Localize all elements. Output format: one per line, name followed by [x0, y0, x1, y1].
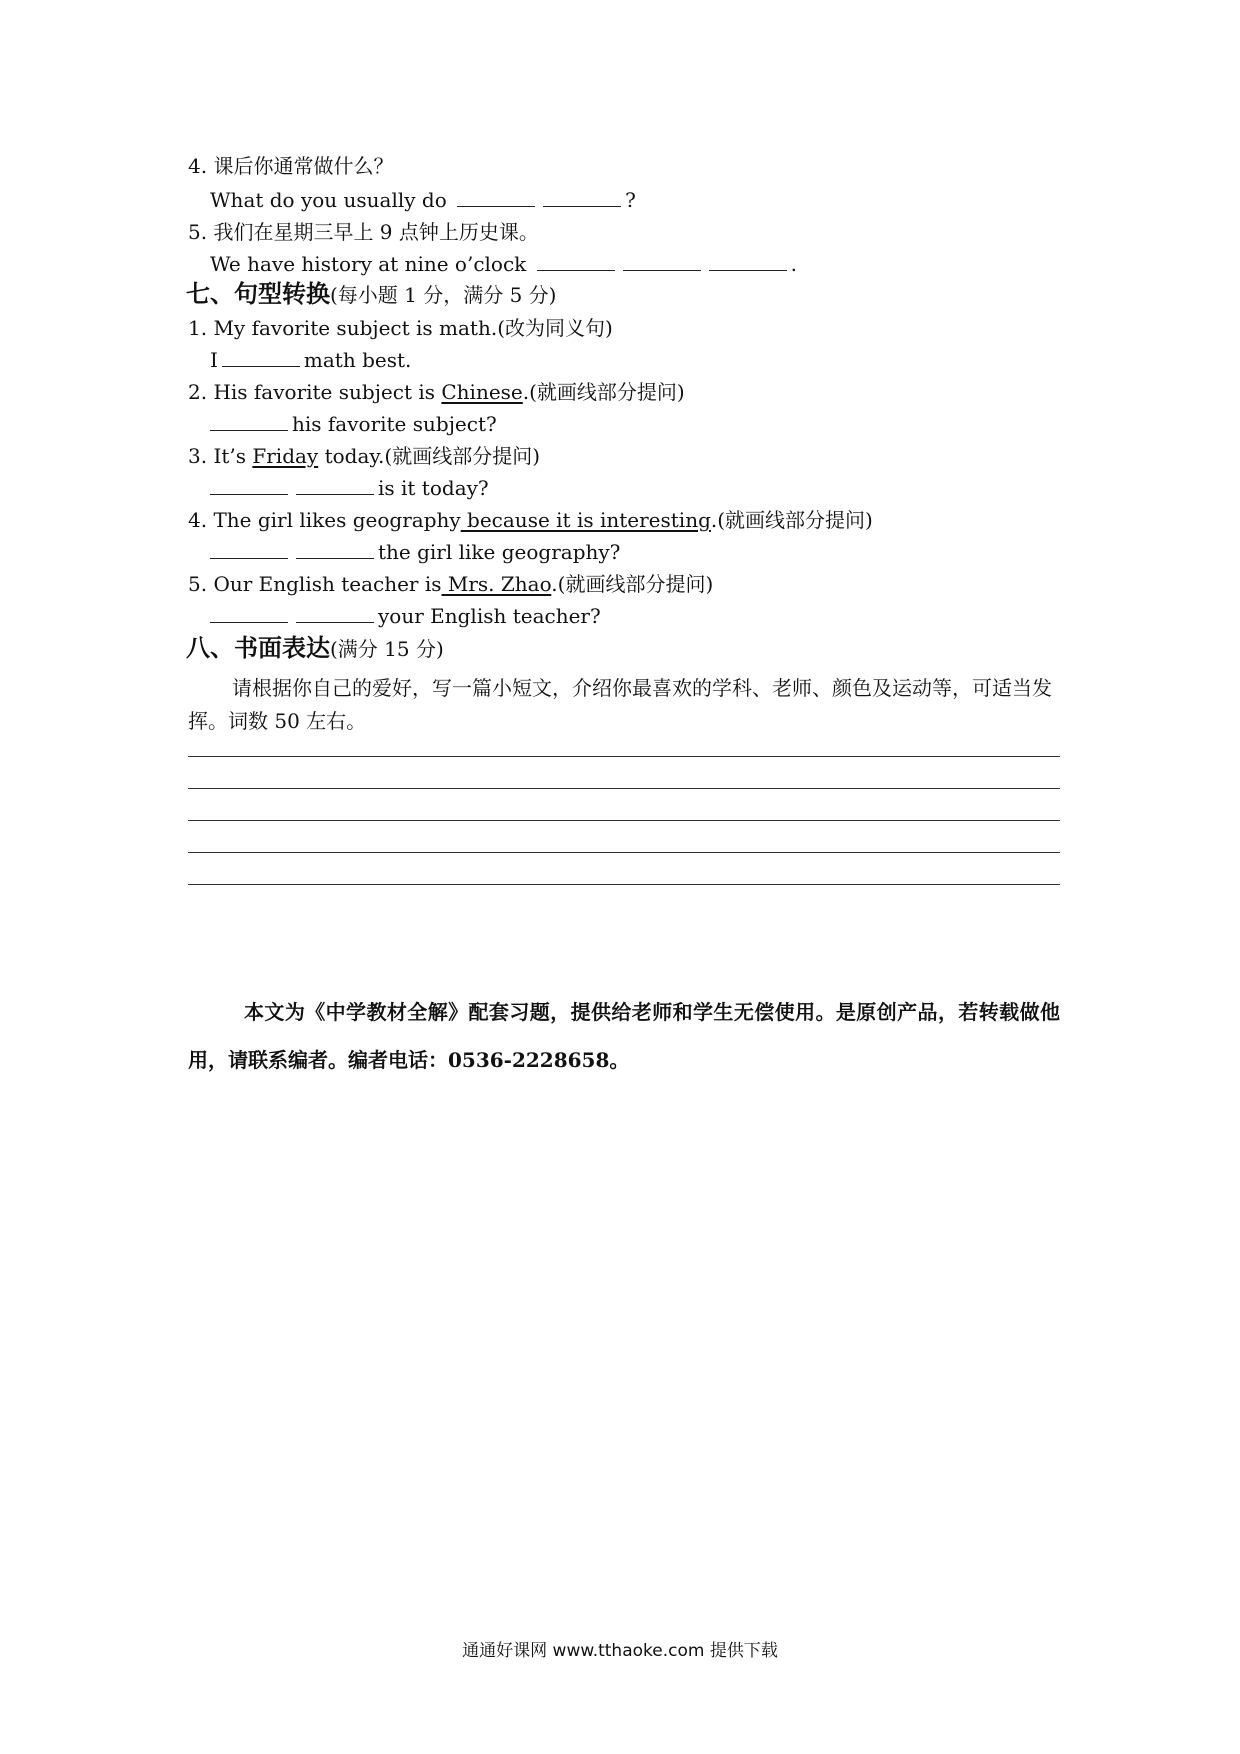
- answer-blank[interactable]: [210, 410, 288, 431]
- s7-q5: [188, 570, 713, 598]
- s7-q4-end: .: [710, 508, 718, 532]
- s7-q4-answer: [210, 538, 620, 566]
- s7-q3-underlined: Friday: [252, 444, 319, 468]
- s7-q1-ans-a: I: [210, 348, 218, 372]
- answer-blank[interactable]: [709, 250, 787, 271]
- prev-q5-chinese: 5. 我们在星期三早上 9 点钟上历史课。: [188, 220, 539, 244]
- s7-q4-instruction: (就画线部分提问): [717, 508, 873, 532]
- writing-line[interactable]: [188, 820, 1060, 821]
- s7-q4: [188, 506, 873, 534]
- s7-q3: [188, 442, 540, 470]
- copyright-notice: 本文为《中学教材全解》配套习题，提供给老师和学生无偿使用。是原创产品，若转载做他用，请联系编者。编者电话：0536-2228658。: [188, 1000, 1060, 1072]
- prev-q5-text: We have history at nine o’clock: [210, 252, 527, 276]
- s7-q3-ans: is it today?: [378, 476, 489, 500]
- s7-q4-ans: the girl like geography?: [378, 540, 621, 564]
- s7-q2-answer: [210, 410, 497, 438]
- prev-q4-chinese: 4. 课后你通常做什么？: [188, 154, 394, 178]
- answer-blank[interactable]: [210, 474, 288, 495]
- s7-q5-end: .: [551, 572, 558, 596]
- answer-blank[interactable]: [543, 186, 621, 207]
- prev-q4-text: What do you usually do: [210, 188, 447, 212]
- answer-blank[interactable]: [457, 186, 535, 207]
- s7-q5-answer: [210, 602, 601, 630]
- writing-line[interactable]: [188, 884, 1060, 885]
- s7-q2-instruction: (就画线部分提问): [529, 380, 685, 404]
- s7-q5-ans: your English teacher?: [378, 604, 601, 628]
- s7-q3-end: today.: [318, 444, 385, 468]
- answer-blank[interactable]: [222, 346, 300, 367]
- s7-q5-underlined: Mrs. Zhao: [441, 572, 552, 596]
- s7-q2: [188, 378, 685, 406]
- s7-q5-text: 5. Our English teacher is: [188, 572, 442, 596]
- answer-blank[interactable]: [210, 538, 288, 559]
- prev-q5-end: .: [790, 252, 797, 276]
- s7-q1-ans-b: math best.: [303, 348, 412, 372]
- answer-blank[interactable]: [210, 602, 288, 623]
- answer-blank[interactable]: [296, 474, 374, 495]
- page-footer: 通通好课网 www.tthaoke.com 提供下载: [462, 1641, 778, 1661]
- section8-note: (满分 15 分): [330, 637, 444, 661]
- answer-blank[interactable]: [296, 602, 374, 623]
- section8-title: 八、书面表达: [186, 634, 330, 662]
- section7-note: (每小题 1 分，满分 5 分): [330, 283, 557, 307]
- s7-q2-underlined: Chinese: [441, 380, 523, 404]
- s7-q4-text: 4. The girl likes geography: [188, 508, 461, 532]
- prev-q4-english: [210, 186, 636, 214]
- s7-q5-instruction: (就画线部分提问): [557, 572, 714, 596]
- s7-q3-instruction: (就画线部分提问): [384, 444, 540, 468]
- section7-title: 七、句型转换: [186, 280, 330, 308]
- s7-q1: [188, 314, 613, 342]
- section8-prompt: 请根据你自己的爱好，写一篇小短文，介绍你最喜欢的学科、老师、颜色及运动等，可适当发挥。词数 50 左右。: [188, 676, 1052, 733]
- s7-q2-end: .: [522, 380, 530, 404]
- section8-heading: [186, 634, 444, 663]
- s7-q1-answer: [210, 346, 411, 374]
- answer-blank[interactable]: [623, 250, 701, 271]
- prev-q4-end: ?: [625, 188, 636, 212]
- writing-line[interactable]: [188, 756, 1060, 757]
- s7-q1-text: 1. My favorite subject is math.: [188, 316, 498, 340]
- prev-q5-english: [210, 250, 797, 278]
- writing-line[interactable]: [188, 852, 1060, 853]
- s7-q2-text: 2. His favorite subject is: [188, 380, 442, 404]
- s7-q3-text: 3. It’s: [188, 444, 253, 468]
- answer-blank[interactable]: [296, 538, 374, 559]
- s7-q1-instruction: (改为同义句): [497, 316, 613, 340]
- s7-q4-underlined: because it is interesting: [460, 508, 711, 532]
- answer-blank[interactable]: [537, 250, 615, 271]
- s7-q3-answer: [210, 474, 489, 502]
- s7-q2-ans: his favorite subject?: [292, 412, 497, 436]
- writing-line[interactable]: [188, 788, 1060, 789]
- section7-heading: [186, 280, 556, 309]
